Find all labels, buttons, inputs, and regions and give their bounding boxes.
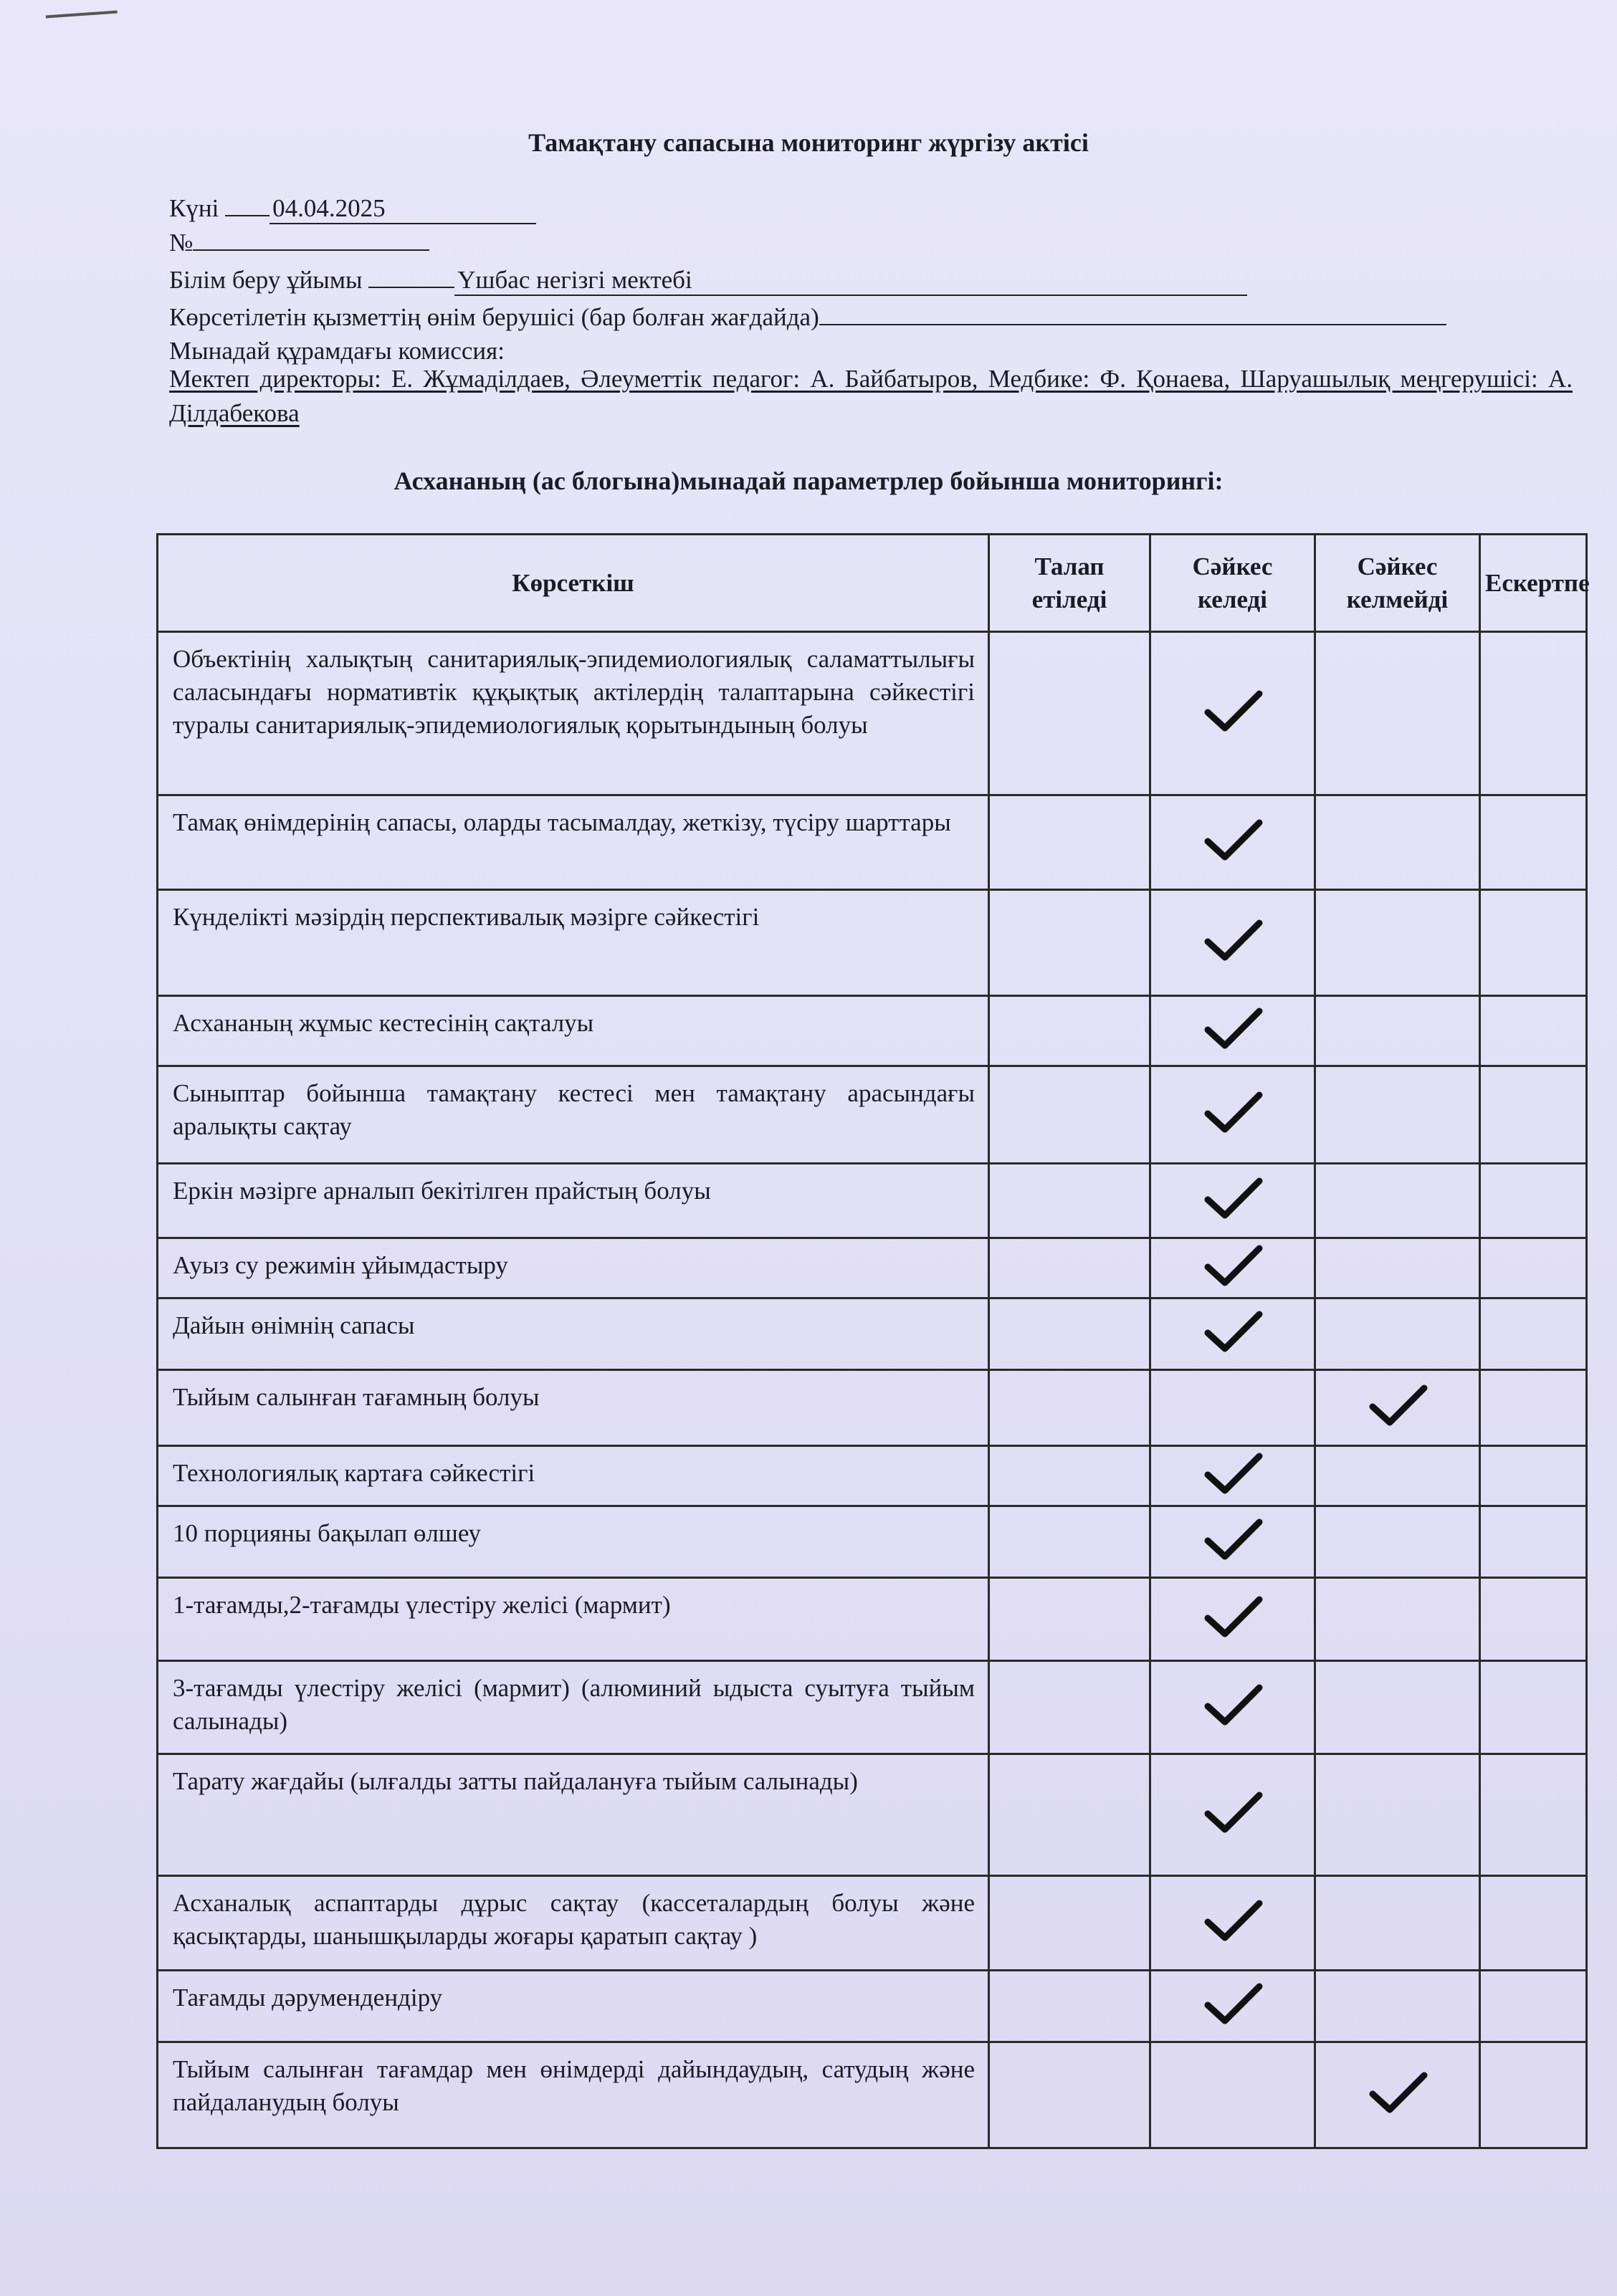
required-cell bbox=[989, 1506, 1150, 1578]
checkmark-icon bbox=[1201, 916, 1265, 966]
not-complies-cell bbox=[1315, 1661, 1480, 1754]
complies-cell bbox=[1150, 1971, 1315, 2042]
number-field bbox=[169, 228, 429, 257]
not-complies-cell bbox=[1315, 632, 1480, 795]
table-row bbox=[158, 2042, 1587, 2148]
indicator-cell: Тамақ өнімдерінің сапасы, оларды тасымалдау, жеткізу, түсіру шарттары bbox=[158, 795, 989, 890]
date-value: 04.04.2025 bbox=[270, 194, 536, 224]
checkmark-icon bbox=[1201, 1307, 1265, 1357]
note-cell bbox=[1480, 1238, 1587, 1298]
note-cell bbox=[1480, 795, 1587, 890]
indicator-cell: Еркін мәзірге арналып бекітілген прайстың болуы bbox=[158, 1164, 989, 1238]
not-complies-cell bbox=[1315, 1066, 1480, 1164]
complies-cell bbox=[1150, 1506, 1315, 1578]
required-cell bbox=[989, 1971, 1150, 2042]
note-cell bbox=[1480, 1164, 1587, 1238]
col-not-complies: Сәйкес келмейді bbox=[1315, 535, 1480, 632]
indicator-cell: Асхананың жұмыс кестесінің сақталуы bbox=[158, 996, 989, 1066]
monitoring-table bbox=[156, 533, 1588, 2149]
checkmark-icon bbox=[1365, 2068, 1430, 2118]
indicator-cell: Дайын өнімнің сапасы bbox=[158, 1298, 989, 1370]
checkmark-icon bbox=[1201, 1449, 1265, 1499]
complies-cell bbox=[1150, 1164, 1315, 1238]
complies-cell bbox=[1150, 1446, 1315, 1506]
checkmark-icon bbox=[1201, 1174, 1265, 1224]
complies-cell bbox=[1150, 1238, 1315, 1298]
required-cell bbox=[989, 1661, 1150, 1754]
not-complies-cell bbox=[1315, 1370, 1480, 1446]
note-cell bbox=[1480, 890, 1587, 996]
not-complies-cell bbox=[1315, 1971, 1480, 2042]
provider-label: Көрсетілетін қызметтің өнім берушісі (бар болған жағдайда) bbox=[169, 303, 819, 331]
not-complies-cell bbox=[1315, 1754, 1480, 1876]
note-cell bbox=[1480, 996, 1587, 1066]
not-complies-cell bbox=[1315, 2042, 1480, 2148]
table-row bbox=[158, 1754, 1587, 1876]
note-cell bbox=[1480, 1298, 1587, 1370]
table-row bbox=[158, 1066, 1587, 1164]
note-cell bbox=[1480, 1506, 1587, 1578]
provider-field bbox=[169, 302, 1446, 332]
indicator-cell: Асханалық аспаптарды дұрыс сақтау (кассеталардың болуы және қасықтарды, шанышқыларды жоғары қаратып сақтау ) bbox=[158, 1876, 989, 1971]
required-cell bbox=[989, 1066, 1150, 1164]
table-row bbox=[158, 1238, 1587, 1298]
document-title: Тамақтану сапасына мониторинг жүргізу актісі bbox=[528, 128, 1089, 157]
indicator-cell: 3-тағамды үлестіру желісі (мармит) (алюминий ыдыста суытуға тыйым салынады) bbox=[158, 1661, 989, 1754]
checkmark-icon bbox=[1201, 1004, 1265, 1054]
note-cell bbox=[1480, 2042, 1587, 2148]
complies-cell bbox=[1150, 1066, 1315, 1164]
complies-cell bbox=[1150, 996, 1315, 1066]
table-row bbox=[158, 1370, 1587, 1446]
complies-cell bbox=[1150, 632, 1315, 795]
required-cell bbox=[989, 795, 1150, 890]
note-cell bbox=[1480, 1661, 1587, 1754]
complies-cell bbox=[1150, 795, 1315, 890]
not-complies-cell bbox=[1315, 1298, 1480, 1370]
table-row bbox=[158, 1446, 1587, 1506]
number-label: № bbox=[169, 229, 194, 257]
table-row bbox=[158, 795, 1587, 890]
required-cell bbox=[989, 1238, 1150, 1298]
col-required: Талап етіледі bbox=[989, 535, 1150, 632]
date-label: Күні bbox=[169, 194, 219, 222]
indicator-cell: Тағамды дәрумендендіру bbox=[158, 1971, 989, 2042]
indicator-cell: Сыныптар бойынша тамақтану кестесі мен тамақтану арасындағы аралықты сақтау bbox=[158, 1066, 989, 1164]
indicator-cell: 10 порцияны бақылап өлшеу bbox=[158, 1506, 989, 1578]
checkmark-icon bbox=[1201, 687, 1265, 737]
school-field bbox=[169, 265, 1247, 296]
school-value: Үшбас негізгі мектебі bbox=[454, 266, 1247, 296]
checkmark-icon bbox=[1201, 1088, 1265, 1138]
number-value bbox=[193, 228, 429, 251]
complies-cell bbox=[1150, 1578, 1315, 1661]
table-row bbox=[158, 1661, 1587, 1754]
indicator-cell: Ауыз су режимін ұйымдастыру bbox=[158, 1238, 989, 1298]
checkmark-icon bbox=[1201, 1515, 1265, 1565]
checkmark-icon bbox=[1201, 1592, 1265, 1642]
not-complies-cell bbox=[1315, 1578, 1480, 1661]
indicator-cell: 1-тағамды,2-тағамды үлестіру желісі (мармит) bbox=[158, 1578, 989, 1661]
col-complies: Сәйкес келеді bbox=[1150, 535, 1315, 632]
complies-cell bbox=[1150, 1661, 1315, 1754]
table-row bbox=[158, 1578, 1587, 1661]
note-cell bbox=[1480, 632, 1587, 795]
not-complies-cell bbox=[1315, 890, 1480, 996]
required-cell bbox=[989, 996, 1150, 1066]
not-complies-cell bbox=[1315, 795, 1480, 890]
required-cell bbox=[989, 632, 1150, 795]
not-complies-cell bbox=[1315, 1446, 1480, 1506]
checkmark-icon bbox=[1201, 815, 1265, 866]
note-cell bbox=[1480, 1370, 1587, 1446]
not-complies-cell bbox=[1315, 1164, 1480, 1238]
required-cell bbox=[989, 1578, 1150, 1661]
table-row bbox=[158, 1298, 1587, 1370]
complies-cell bbox=[1150, 1298, 1315, 1370]
not-complies-cell bbox=[1315, 996, 1480, 1066]
complies-cell bbox=[1150, 1754, 1315, 1876]
required-cell bbox=[989, 1298, 1150, 1370]
col-note: Ескертпе bbox=[1480, 535, 1587, 632]
complies-cell bbox=[1150, 2042, 1315, 2148]
table-row bbox=[158, 1506, 1587, 1578]
table-title: Асхананың (ас блогына)мынадай параметрлер бойынша мониторингі: bbox=[393, 467, 1224, 495]
complies-cell bbox=[1150, 1370, 1315, 1446]
school-label: Білім беру ұйымы bbox=[169, 266, 363, 294]
checkmark-icon bbox=[1201, 1979, 1265, 2029]
note-cell bbox=[1480, 1971, 1587, 2042]
checkmark-icon bbox=[1365, 1381, 1430, 1431]
note-cell bbox=[1480, 1754, 1587, 1876]
provider-value bbox=[819, 302, 1446, 325]
table-row bbox=[158, 1971, 1587, 2042]
required-cell bbox=[989, 1754, 1150, 1876]
table-row bbox=[158, 996, 1587, 1066]
indicator-cell: Тыйым салынған тағамдар мен өнімдерді дайындаудың, сатудың және пайдаланудың болуы bbox=[158, 2042, 989, 2148]
indicator-cell: Күнделікті мәзірдің перспективалық мәзірге сәйкестігі bbox=[158, 890, 989, 996]
required-cell bbox=[989, 1370, 1150, 1446]
required-cell bbox=[989, 1164, 1150, 1238]
table-row bbox=[158, 890, 1587, 996]
pen-mark bbox=[46, 11, 118, 24]
col-indicator: Көрсеткіш bbox=[158, 535, 989, 632]
note-cell bbox=[1480, 1446, 1587, 1506]
commission-members: Мектеп директоры: Е. Жұмаділдаев, Әлеуметтік педагог: А. Байбатыров, Медбике: Ф. Қонаева, Шаруашылық меңгерушісі: А. Ділдабекова bbox=[169, 365, 1573, 427]
checkmark-icon bbox=[1201, 1896, 1265, 1946]
complies-cell bbox=[1150, 890, 1315, 996]
note-cell bbox=[1480, 1066, 1587, 1164]
date-field bbox=[169, 193, 536, 224]
complies-cell bbox=[1150, 1876, 1315, 1971]
checkmark-icon bbox=[1201, 1680, 1265, 1731]
not-complies-cell bbox=[1315, 1876, 1480, 1971]
indicator-cell: Объектінің халықтың санитариялық-эпидемиологиялық саламаттылығы саласындағы нормативтік құқықтық актілердің талаптарына сәйкестігі туралы санитариялық-эпидемиологиялық қорытындының болуы bbox=[158, 632, 989, 795]
required-cell bbox=[989, 2042, 1150, 2148]
required-cell bbox=[989, 1876, 1150, 1971]
not-complies-cell bbox=[1315, 1238, 1480, 1298]
required-cell bbox=[989, 890, 1150, 996]
table-row bbox=[158, 1876, 1587, 1971]
table-row bbox=[158, 1164, 1587, 1238]
required-cell bbox=[989, 1446, 1150, 1506]
note-cell bbox=[1480, 1876, 1587, 1971]
checkmark-icon bbox=[1201, 1241, 1265, 1291]
note-cell bbox=[1480, 1578, 1587, 1661]
not-complies-cell bbox=[1315, 1506, 1480, 1578]
commission-label: Мынадай құрамдағы комиссия: bbox=[169, 337, 505, 365]
table-row bbox=[158, 632, 1587, 795]
indicator-cell: Тыйым салынған тағамның болуы bbox=[158, 1370, 989, 1446]
indicator-cell: Тарату жағдайы (ылғалды затты пайдалануға тыйым салынады) bbox=[158, 1754, 989, 1876]
checkmark-icon bbox=[1201, 1788, 1265, 1838]
indicator-cell: Технологиялық картаға сәйкестігі bbox=[158, 1446, 989, 1506]
